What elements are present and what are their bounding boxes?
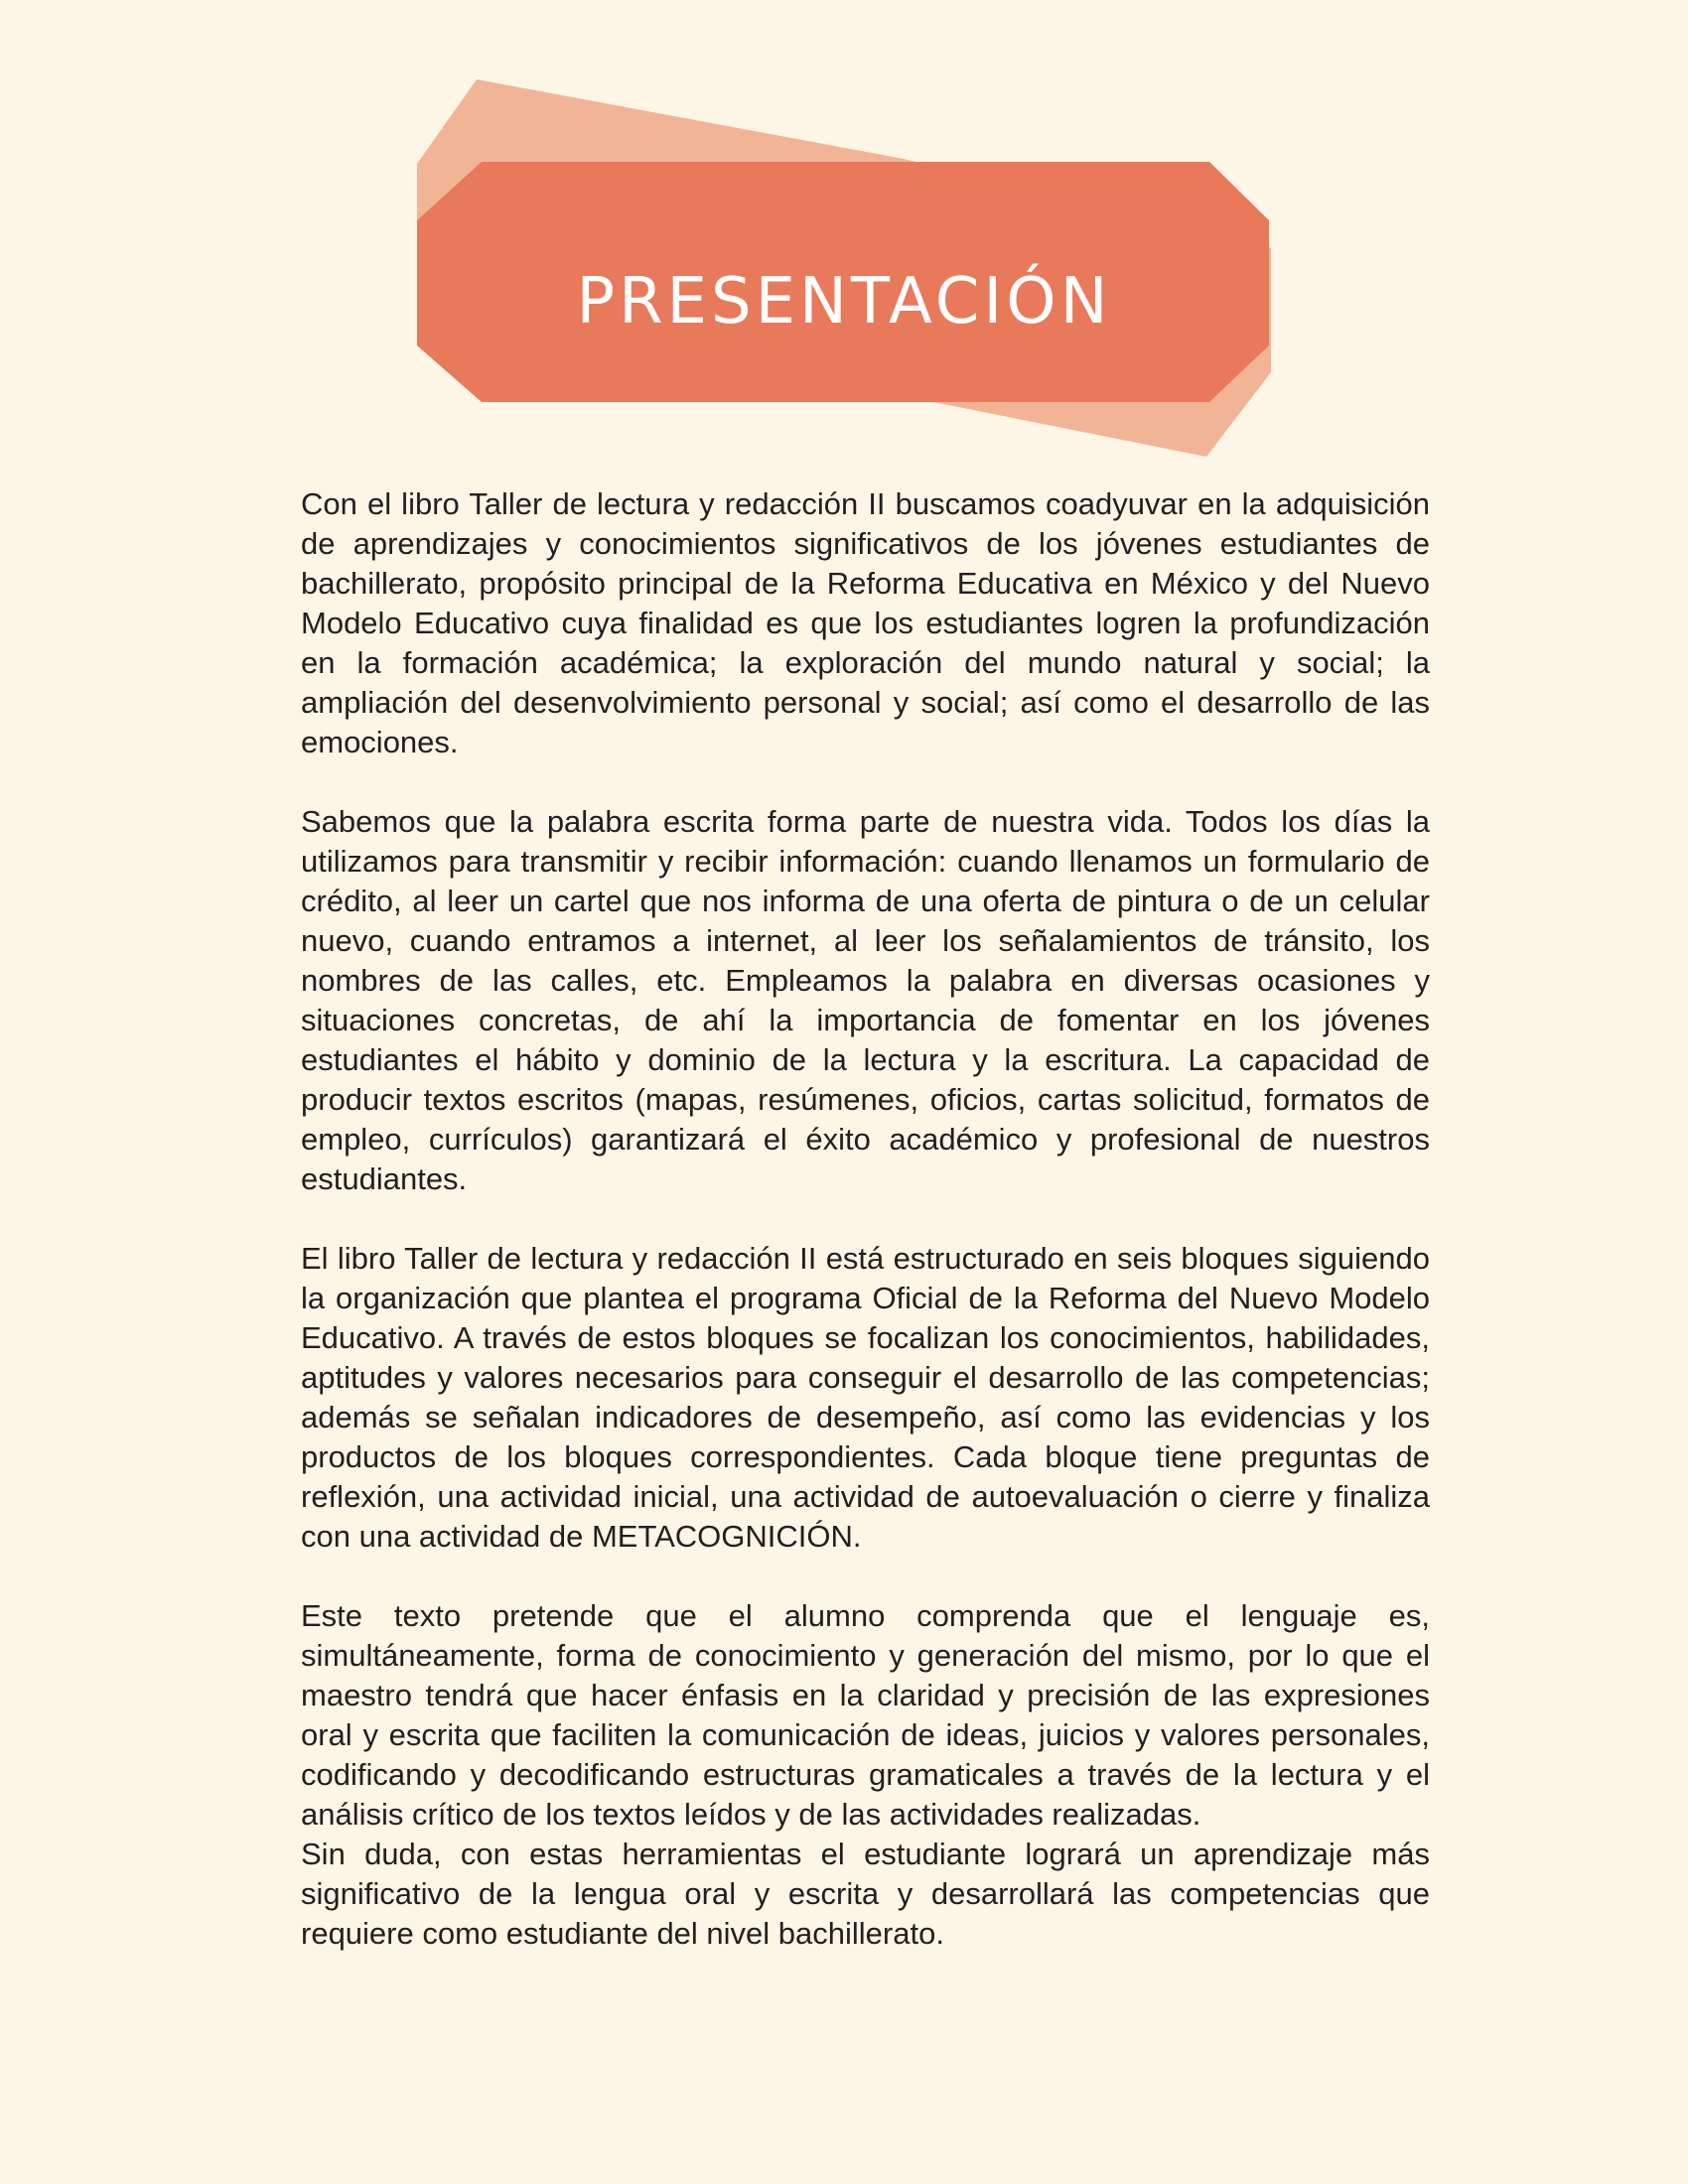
paragraph-structure: El libro Taller de lectura y redacción II está estructurado en seis bloques siguiendo la organización que plantea el programa Oficial de la Reforma del Nuevo Modelo Educativo. A través de estos bloques se focalizan los conocimientos, habilidades, aptitudes y valores necesarios para conseguir el desarrollo de las competencias; además se señalan indicadores de desempeño, así como las evidencias y los productos de los bloques correspondientes. Cada bloque tiene preguntas de reflexión, una actividad inicial, una actividad de autoevaluación o cierre y finaliza con una actividad de METACOGNICIÓN. xyxy=(301,1241,1430,1554)
paragraph-conclusion: Sin duda, con estas herramientas el estudiante logrará un aprendizaje más significativo de la lengua oral y escrita y desarrollará las competencias que requiere como estudiante del nivel bachillerato. xyxy=(301,1837,1430,1951)
page-title: presentación xyxy=(576,237,1112,344)
body-text xyxy=(301,484,1430,1993)
paragraph-written-word: Sabemos que la palabra escrita forma parte de nuestra vida. Todos los días la utilizamos para transmitir y recibir información: cuando llenamos un formulario de crédito, al leer un cartel que nos informa de una oferta de pintura o de un celular nuevo, cuando entramos a internet, al leer los señalamientos de tránsito, los nombres de las calles, etc. Empleamos la palabra en diversas ocasiones y situaciones concretas, de ahí la importancia de fomentar en los jóvenes estudiantes el hábito y dominio de la lectura y la escritura. La capacidad de producir textos escritos (mapas, resúmenes, oficios, cartas solicitud, formatos de empleo, currículos) garantizará el éxito académico y profesional de nuestros estudiantes. xyxy=(301,804,1430,1196)
paragraph-purpose: Este texto pretende que el alumno comprenda que el lenguaje es, simultáneamente, forma de conocimiento y generación del mismo, por lo que el maestro tendrá que hacer énfasis en la claridad y precisión de las expresiones oral y escrita que faciliten la comunicación de ideas, juicios y valores personales, codificando y decodificando estructuras gramaticales a través de la lectura y el análisis crítico de los textos leídos y de las actividades realizadas. xyxy=(301,1598,1430,1832)
paragraph-intro: Con el libro Taller de lectura y redacción II buscamos coadyuvar en la adquisición de aprendizajes y conocimientos significativos de los jóvenes estudiantes de bachillerato, propósito principal de la Reforma Educativa en México y del Nuevo Modelo Educativo cuya finalidad es que los estudiantes logren la profundización en la formación académica; la exploración del mundo natural y social; la ampliación del desenvolvimiento personal y social; así como el desarrollo de las emociones. xyxy=(301,486,1430,759)
